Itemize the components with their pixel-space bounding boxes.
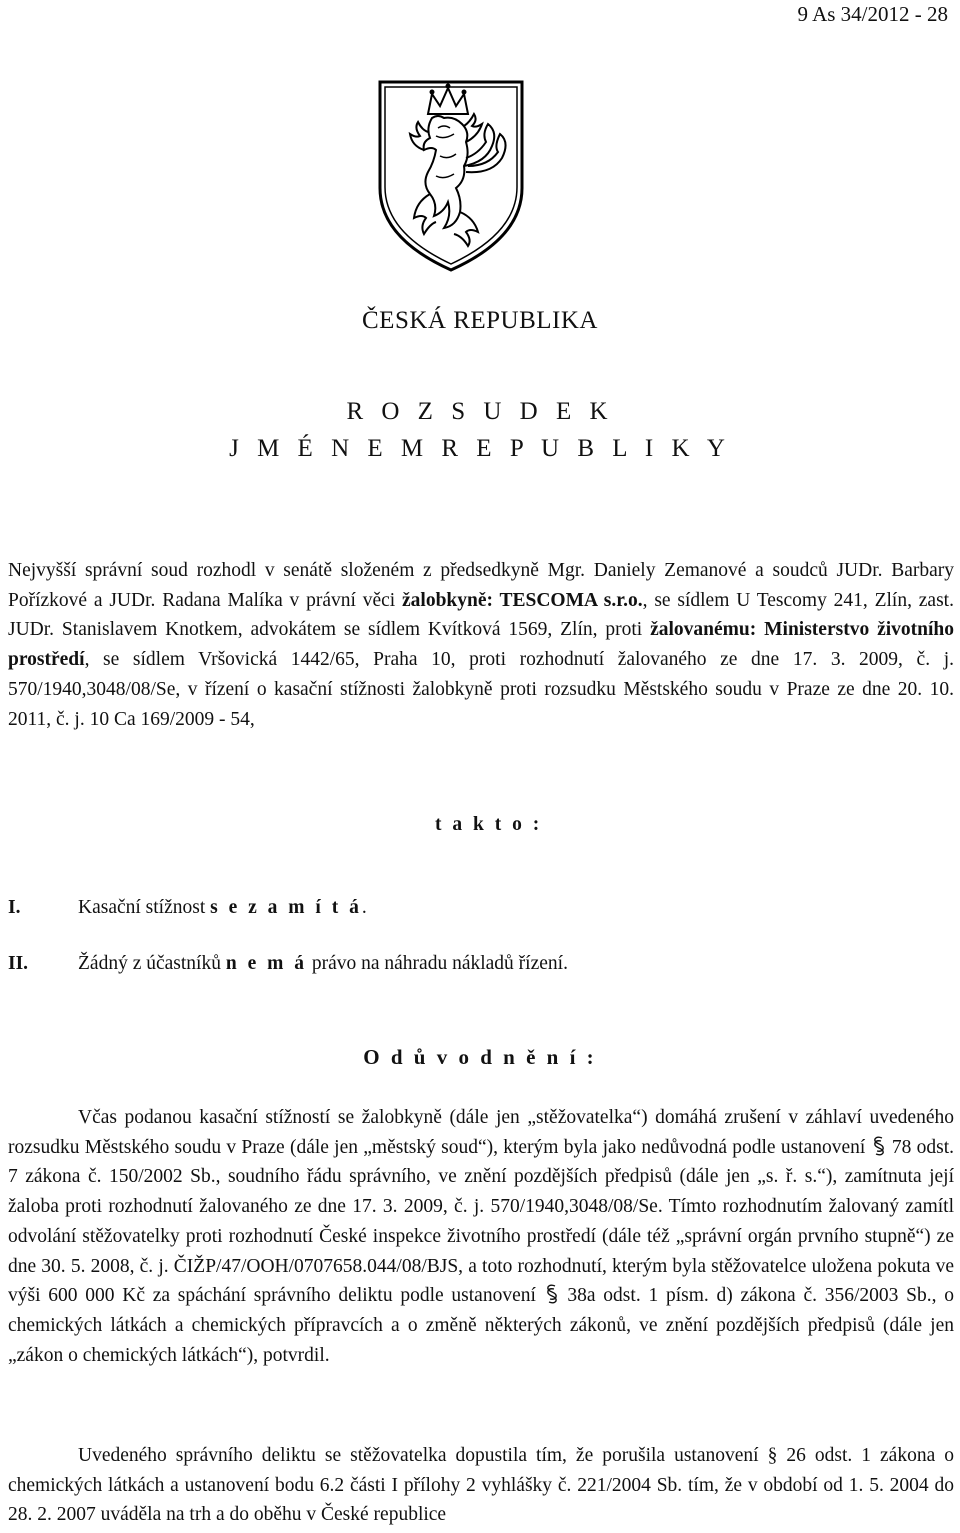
verdict-after: .: [361, 897, 367, 918]
verdict-text: Kasační stížnost: [78, 897, 211, 918]
judgment-title: R O Z S U D E K: [346, 398, 614, 425]
verdict-after: právo na náhradu nákladů řízení.: [306, 953, 568, 974]
defendant-name: žalovanému: Ministerstvo životního prostředí: [8, 619, 954, 671]
verdict-number: I.: [8, 897, 21, 918]
intro-paragraph: [8, 556, 954, 734]
intro-text-2: , se sídlem U Tescomy 241, Zlín, zast. JUDr. Stanislavem Knotkem, advokátem se sídlem Kvítková 1569, Zlín, proti: [8, 589, 954, 641]
case-number: 9 As 34/2012 - 28: [797, 2, 948, 26]
verdict-item: [8, 953, 568, 975]
republic-heading: ČESKÁ REPUBLIKA: [362, 307, 598, 334]
reasoning-heading: O d ů v o d n ě n í :: [363, 1045, 597, 1069]
intro-text-3: , se sídlem Vršovická 1442/65, Praha 10, proti rozhodnutí žalovaného ze dne 17. 3. 2009, č. j. 570/1940,3048/08/Se, v řízení o kasační stížnosti žalobkyně proti rozsudku Městského soudu v Praze ze dne 20. 10. 2011, č. j. 10 Ca 169/2009 - 54,: [8, 649, 954, 730]
plaintiff-name: žalobkyně: TESCOMA s.r.o.: [402, 589, 643, 611]
reasoning-paragraph-2: Uvedeného správního deliktu se stěžovatelka dopustila tím, že porušila ustanovení § 26 odst. 1 zákona o chemických látkách a ustanovení bodu 6.2 části I přílohy 2 vyhlášky č. 221/2004 Sb. tím, že v období od 1. 5. 2004 do 28. 2. 2007 uváděla na trh a do oběhu v České republice: [8, 1445, 954, 1526]
section-sign-icon: [871, 1135, 887, 1157]
reasoning-text-c: 38a odst. 1 písm. d) zákona č. 356/2003 Sb., o chemických látkách a chemických přípravcích a o změně některých zákonů, ve znění pozdějších předpisů (dále jen „zákon o chemických látkách“), potvrdil.: [8, 1285, 954, 1366]
verdict-emphasis: s e z a m í t á: [210, 897, 362, 918]
verdict-item: [8, 897, 367, 919]
reasoning-paragraph-1: [8, 1103, 954, 1370]
intro-text-1: Nejvyšší správní soud rozhodl v senátě složeném z předsedkyně Mgr. Daniely Zemanové a soudců JUDr. Barbary Pořízkové a JUDr. Radana Malíka v právní věci: [8, 560, 954, 611]
verdict-text: Žádný z účastníků: [78, 953, 226, 974]
reasoning-text-a: Včas podanou kasační stížností se žalobkyně (dále jen „stěžovatelka“) domáhá zrušení v záhlaví uvedeného rozsudku Městského soudu v Praze (dále jen „městský soud“), kterým byla jako nedůvodná podle ustanovení: [8, 1107, 954, 1158]
reasoning-text-b: 78 odst. 7 zákona č. 150/2002 Sb., soudního řádu správního, ve znění pozdějších předpisů (dále jen „s. ř. s.“), zamítnuta její žaloba proti rozhodnutí žalovaného ze dne 17. 3. 2009, č. j. 570/1940,3048/08/Se. Tímto rozhodnutím žalovaný zamítl odvolání stěžovatelky proti rozhodnutí České inspekce životního prostředí (dále též „správní orgán prvního stupně“) ze dne 30. 5. 2008, č. j. ČIŽP/47/OOH/0707658.044/08/BJS, a toto rozhodnutí, kterým byla stěžovatelce uložena pokuta ve výši 600 000 Kč za spáchání správního deliktu podle ustanovení: [8, 1136, 954, 1307]
takto-heading: t a k t o :: [435, 814, 543, 835]
judgment-subtitle: J M É N E M R E P U B L I K Y: [229, 435, 731, 462]
coat-of-arms-icon: [374, 76, 528, 274]
verdict-number: II.: [8, 953, 29, 974]
verdict-emphasis: n e m á: [225, 953, 307, 974]
section-sign-icon: [544, 1283, 560, 1305]
